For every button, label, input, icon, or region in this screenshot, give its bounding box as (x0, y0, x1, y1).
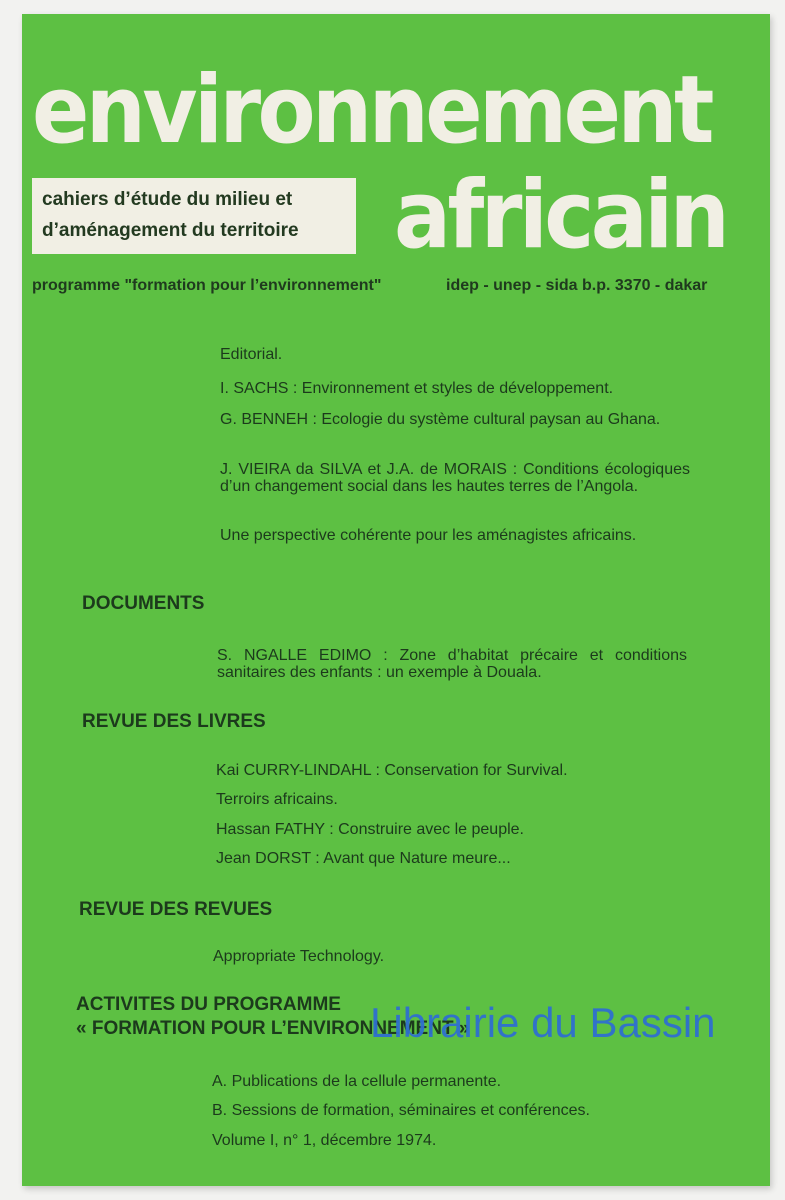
subtitle-line-1: cahiers d’étude du milieu et (42, 189, 293, 210)
entry-editorial: Editorial. (220, 346, 283, 363)
entry-sessions: B. Sessions de formation, séminaires et conférences. (212, 1102, 590, 1119)
heading-activites-line1: ACTIVITES DU PROGRAMME (76, 994, 341, 1015)
entry-perspective: Une perspective cohérente pour les aménagistes africains. (220, 527, 637, 544)
program-line (32, 277, 762, 295)
program-name: programme "formation pour l’environnement" (32, 277, 382, 294)
title-environnement: environnement (32, 56, 711, 165)
entry-ngalle: S. NGALLE EDIMO : Zone d’habitat précaire et conditions sanitaires des enfants : un exemple à Douala. (217, 647, 687, 681)
entry-sachs: I. SACHS : Environnement et styles de développement. (220, 380, 614, 397)
book-cover (22, 14, 770, 1186)
title-africain: africain (394, 161, 727, 270)
entry-publications: A. Publications de la cellule permanente. (212, 1073, 502, 1090)
entry-dorst: Jean DORST : Avant que Nature meure... (216, 850, 511, 867)
entry-vieira: J. VIEIRA da SILVA et J.A. de MORAIS : Conditions écologiques d’un changement social dans les hautes terres de l’Angola. (220, 461, 690, 495)
entry-volume: Volume I, n° 1, décembre 1974. (212, 1132, 437, 1149)
heading-revue-revues: REVUE DES REVUES (79, 899, 273, 920)
publisher-address: idep - unep - sida b.p. 3370 - dakar (446, 277, 708, 294)
heading-documents: DOCUMENTS (82, 593, 205, 614)
subtitle-box (32, 178, 356, 254)
subtitle-line-2: d’aménagement du territoire (42, 220, 299, 241)
entry-fathy: Hassan FATHY : Construire avec le peuple. (216, 821, 524, 838)
bookseller-watermark: Librairie du Bassin (370, 999, 716, 1046)
entry-appropriate-technology: Appropriate Technology. (213, 948, 385, 965)
heading-revue-livres: REVUE DES LIVRES (82, 711, 266, 732)
entry-curry-lindahl: Kai CURRY-LINDAHL : Conservation for Survival. (216, 762, 568, 779)
entry-benneh: G. BENNEH : Ecologie du système cultural paysan au Ghana. (220, 411, 661, 428)
heading-activites-line2: « FORMATION POUR L’ENVIRONNEMENT » (76, 1018, 470, 1039)
entry-terroirs: Terroirs africains. (216, 791, 338, 808)
